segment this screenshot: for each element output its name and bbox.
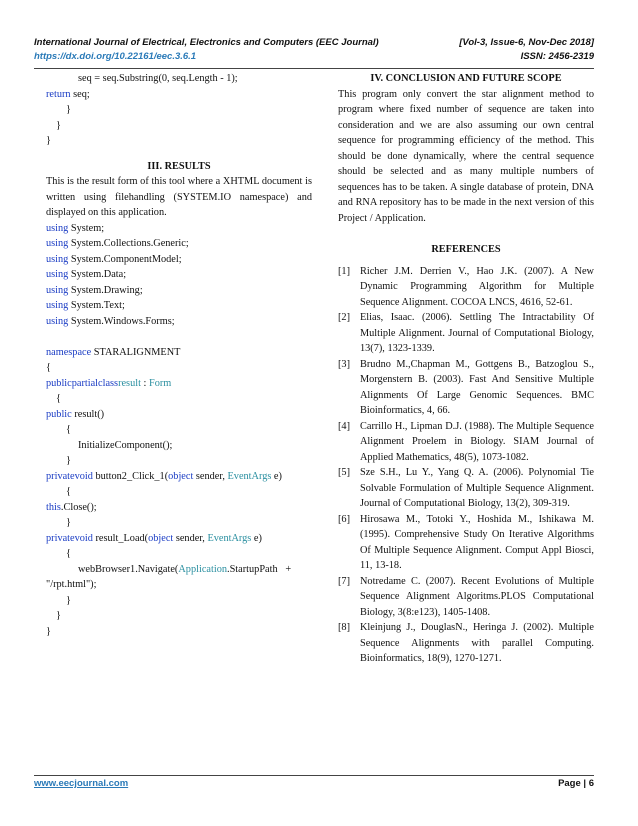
code-line: { <box>66 548 71 559</box>
conclusion-heading: IV. CONCLUSION AND FUTURE SCOPE <box>370 73 562 84</box>
reference-number: [6] <box>338 513 351 525</box>
code-line: seq = seq.Substring(0, seq.Length - 1); <box>78 73 238 84</box>
reference-item <box>338 264 594 311</box>
reference-number: [8] <box>338 622 351 633</box>
reference-text: Carrillo H., Lipman D.J. (1988). The Multiple Sequence Alignment Proelem in Biology. SIAM Journal of Applied Mathematics, 48(5), 1073-1082. <box>360 420 594 463</box>
code-line: } <box>56 119 61 131</box>
journal-title: International Journal of Electrical, Electronics and Computers (EEC Journal) <box>34 37 379 48</box>
code-line: privatevoid result_Load(object sender, EventArgs e) <box>46 532 262 544</box>
reference-number: [2] <box>338 312 351 323</box>
page-header <box>34 36 594 64</box>
code-line: InitializeComponent(); <box>78 439 173 451</box>
doi-link[interactable]: https://dx.doi.org/10.22161/eec.3.6.1 <box>34 51 197 62</box>
page-number: Page | 6 <box>558 778 594 789</box>
code-line: { <box>46 362 51 373</box>
code-line: webBrowser1.Navigate(Application.StartupPath + <box>78 563 292 575</box>
using-line: using System.ComponentModel; <box>46 253 182 265</box>
volume-info: [Vol-3, Issue-6, Nov-Dec 2018] <box>459 37 594 48</box>
code-line: { <box>66 486 71 497</box>
reference-item <box>338 512 594 574</box>
reference-text: Sze S.H., Lu Y., Yang Q. A. (2006). Polynomial Tie Solvable Formulation of Multiple Sequence Alignment. Journal of Computational Biology, 13(2), 309-319. <box>360 467 594 509</box>
reference-number: [3] <box>338 358 351 370</box>
page-footer <box>34 778 594 789</box>
code-line: { <box>66 424 71 435</box>
reference-number: [7] <box>338 575 351 587</box>
reference-text: Notredame C. (2007). Recent Evolutions of Multiple Sequence Alignment Algoritms.PLOS Computational Biology, 3(8:e123), 1405-1408. <box>360 575 594 618</box>
footer-rule <box>34 775 594 776</box>
code-line: } <box>46 625 51 637</box>
reference-text: Richer J.M. Derrien V., Hao J.K. (2007). A New Dynamic Programming Algorithm for Multiple Sequence Alignment. COCOA LNCS, 4616, 52-61. <box>360 265 594 308</box>
reference-text: Hirosawa M., Totoki Y., Hoshida M., Ishikawa M. (1995). Comprehensive Study On Iterative Algorithms Of Multiple Sequence Alignment. Comput Appl Biosci, 11, 13-18. <box>360 513 594 571</box>
reference-item <box>338 574 594 621</box>
code-line: privatevoid button2_Click_1(object sender, EventArgs e) <box>46 470 282 482</box>
code-line: } <box>66 594 71 606</box>
issn: ISSN: 2456-2319 <box>520 51 594 62</box>
code-line: namespace STARALIGNMENT <box>46 346 181 358</box>
using-line: using System.Drawing; <box>46 284 143 296</box>
code-line: "/rpt.html"); <box>46 579 97 590</box>
header-rule <box>34 68 594 69</box>
reference-text: Brudno M.,Chapman M., Gottgens B., Batzoglou S., Morgenstern B. (2003). Fast And Sensitive Multiple Alignments Of Large Genomic Sequences. BMC Bioinformatics, 4, 66. <box>360 358 594 416</box>
using-line: using System.Windows.Forms; <box>46 315 175 327</box>
right-column <box>338 71 594 667</box>
code-line: } <box>66 517 71 528</box>
reference-number: [4] <box>338 420 351 432</box>
results-heading: III. RESULTS <box>147 160 211 172</box>
reference-item <box>338 310 594 357</box>
reference-item <box>338 620 594 667</box>
using-line: using System; <box>46 222 105 234</box>
references-heading: REFERENCES <box>431 244 501 255</box>
code-line: return seq; <box>46 88 90 100</box>
code-line: public result() <box>46 408 105 420</box>
code-line: } <box>66 455 71 466</box>
results-paragraph: This is the result form of this tool where a XHTML document is written using filehandling (SYSTEM.IO namespace) and displayed on this application. <box>46 176 312 218</box>
reference-list <box>338 264 594 667</box>
reference-text: Kleinjung J., DouglasN., Heringa J. (2002). Multiple Sequence Alignments with parallel Computing. Bioinformatics, 18(9), 1270-1271. <box>360 622 594 664</box>
code-line: } <box>46 135 51 146</box>
reference-item <box>338 357 594 419</box>
code-line: } <box>66 104 71 115</box>
reference-number: [1] <box>338 265 351 277</box>
conclusion-paragraph: This program only convert the star alignment method to program where fixed number of sequence are taken into consideration and we are also assuming our own central sequence for programming efficiency of the method. This should be done dynamically, where the central sequence should be selected and as many multiple numbers of sequences has to be taken. A single database of protein, DNA and RNA repository has to be made in the next version of this Project / Application. <box>338 88 594 224</box>
reference-item <box>338 465 594 512</box>
code-line: publicpartialclassresult : Form <box>46 377 172 389</box>
reference-number: [5] <box>338 467 351 478</box>
using-line: using System.Collections.Generic; <box>46 238 189 249</box>
code-line: { <box>56 393 61 404</box>
journal-url[interactable]: www.eecjournal.com <box>34 778 129 789</box>
reference-item <box>338 419 594 466</box>
using-line: using System.Data; <box>46 269 127 280</box>
code-line: } <box>56 610 61 621</box>
left-column <box>46 71 312 639</box>
reference-text: Elias, Isaac. (2006). Settling The Intractability Of Multiple Alignment. Journal of Computational Biology, 13(7), 1323-1339. <box>360 312 594 354</box>
code-line: this.Close(); <box>46 501 97 513</box>
using-line: using System.Text; <box>46 300 125 311</box>
